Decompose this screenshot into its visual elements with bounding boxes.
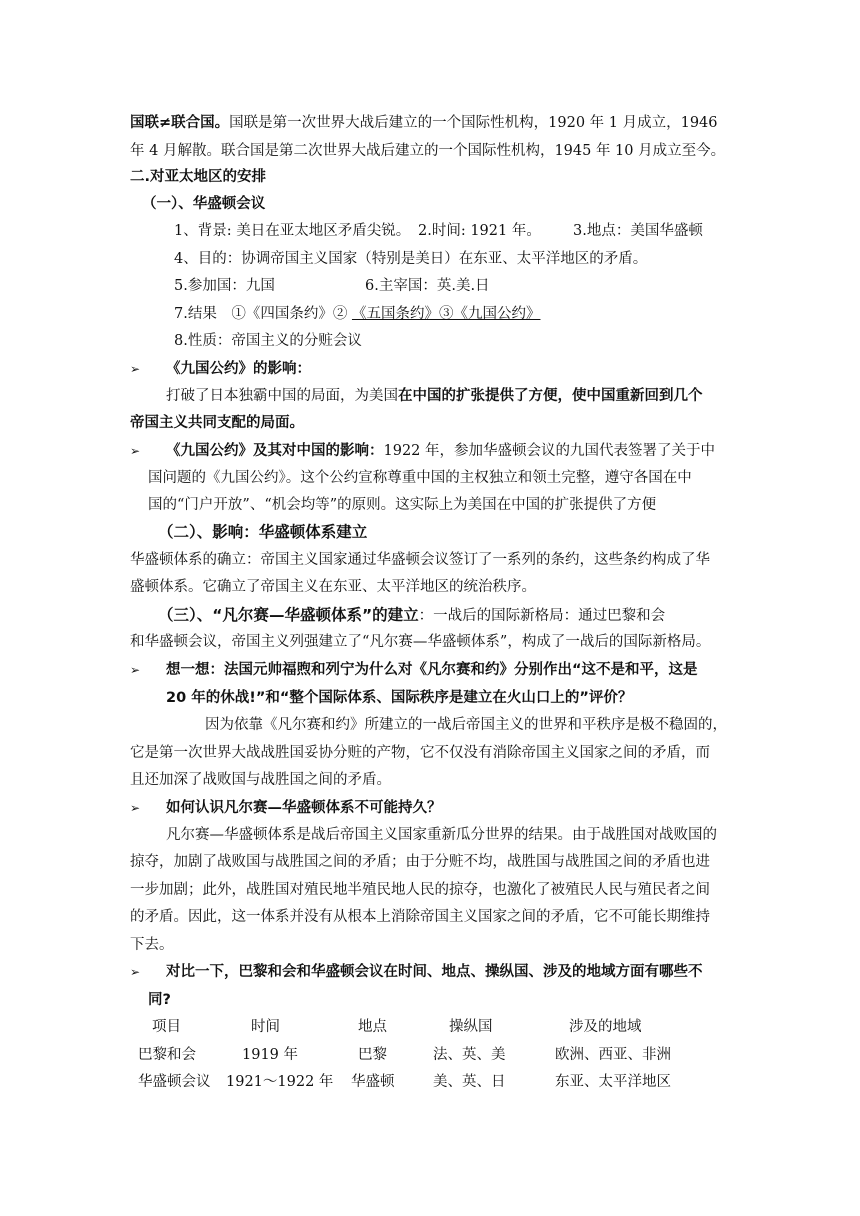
- table-cell: 1921～1922 年: [226, 1074, 334, 1090]
- answer-line: 下去。: [130, 937, 174, 953]
- answer-line: 它是第一次世界大战战胜国妥协分赃的产物，它不仅没有消除帝国主义国家之间的矛盾，而: [130, 745, 710, 761]
- table-cell: 东亚、太平洋地区: [555, 1074, 671, 1090]
- answer-line: 帝国主义共同支配的局面。: [130, 415, 304, 431]
- answer-line: 一步加剧；此外，战胜国对殖民地半殖民地人民的掠夺，也激化了被殖民人民与殖民者之间: [130, 882, 710, 898]
- wc-results: [174, 304, 544, 324]
- wc-background: 1、背景: 美日在亚太地区矛盾尖锐。: [174, 223, 411, 239]
- answer-line: 凡尔赛—华盛顿体系是战后帝国主义国家重新瓜分世界的结果。由于战胜国对战败国的: [166, 827, 717, 843]
- arrow-bullet-icon: ➢: [130, 663, 141, 677]
- paragraph-league-vs-un: [130, 113, 718, 133]
- table-header-cell: 时间: [251, 1019, 280, 1035]
- question-title: 如何认识凡尔赛—华盛顿体系不可能持久？: [166, 800, 442, 816]
- subsection-heading: （一）、华盛顿会议: [142, 196, 266, 212]
- text-line: 国问题的《九国公约》。这个公约宣称尊重中国的主权独立和领土完整，遵守各国在中: [148, 470, 692, 486]
- wc-location: 3.地点：美国华盛顿: [573, 223, 703, 239]
- result-underlined: 《五国条约》③《九国公约》: [351, 306, 541, 322]
- wc-time: 2.时间: 1921 年。: [418, 223, 541, 239]
- table-cell: 美、英、日: [433, 1074, 506, 1090]
- table-cell: 法、英、美: [433, 1047, 506, 1063]
- text: ：一战后的国际新格局：通过巴黎和会: [418, 608, 666, 624]
- question-line: 同?: [148, 992, 171, 1008]
- bold-lead: 国联≠联合国。: [130, 115, 230, 131]
- text-line: 和华盛顿会议，帝国主义列强建立了“凡尔赛—华盛顿体系”，构成了一战后的国际新格局。: [130, 634, 711, 650]
- table-cell: 华盛顿会议: [138, 1074, 211, 1090]
- answer-line: 且还加深了战败国与战胜国之间的矛盾。: [130, 772, 391, 788]
- subsection-line: [158, 605, 665, 626]
- arrow-bullet-icon: ➢: [130, 801, 141, 815]
- answer-line: 因为依靠《凡尔赛和约》所建立的一战后帝国主义的世界和平秩序是极不稳固的，: [205, 717, 727, 733]
- answer-line: 掠夺，加剧了战败国与战胜国之间的矛盾；由于分赃不均，战胜国与战胜国之间的矛盾也进: [130, 854, 710, 870]
- wc-purpose: 4、目的：协调帝国主义国家（特别是美日）在东亚、太平洋地区的矛盾。: [174, 251, 648, 267]
- question-title: 《九国公约》的影响：: [166, 361, 311, 377]
- table-cell: 巴黎和会: [138, 1047, 196, 1063]
- answer-line: 的矛盾。因此，这一体系并没有从根本上消除帝国主义国家之间的矛盾，它不可能长期维持: [130, 909, 710, 925]
- text: 1922 年，参加华盛顿会议的九国代表签署了关于中: [383, 443, 716, 459]
- result-part: 7.结果 ①《四国条约》②: [174, 306, 348, 322]
- table-header-cell: 地点: [358, 1019, 387, 1035]
- bold-title: 《九国公约》及其对中国的影响：: [166, 443, 384, 459]
- text: 国联是第一次世界大战后建立的一个国际性机构，1920 年 1 月成立，1946: [229, 115, 718, 131]
- arrow-bullet-icon: ➢: [130, 362, 141, 376]
- table-cell: 1919 年: [242, 1047, 299, 1063]
- table-header-cell: 涉及的地域: [569, 1019, 642, 1035]
- table-cell: 巴黎: [358, 1047, 387, 1063]
- table-header-cell: 操纵国: [449, 1019, 493, 1035]
- question-line: 想一想：法国元帅福煦和列宁为什么对《凡尔赛和约》分别作出“这不是和平，这是: [166, 662, 698, 678]
- table-cell: 华盛顿: [351, 1074, 395, 1090]
- wc-item: [174, 221, 410, 241]
- question-line: 20 年的休战!”和“整个国际体系、国际秩序是建立在火山口上的”评价？: [166, 690, 633, 706]
- text-line: 年 4 月解散。联合国是第二次世界大战后建立的一个国际性机构，1945 年 10 月成立至今。: [130, 143, 726, 159]
- text-line: 国的“门户开放”、“机会均等”的原则。这实际上为美国在中国的扩张提供了方便: [148, 497, 657, 513]
- arrow-bullet-icon: ➢: [130, 444, 141, 458]
- text-line: 华盛顿体系的确立：帝国主义国家通过华盛顿会议签订了一系列的条约，这些条约构成了华: [130, 552, 710, 568]
- text: 打破了日本独霸中国的局面，为美国: [166, 388, 398, 404]
- arrow-bullet-icon: ➢: [130, 965, 141, 979]
- wc-participants: 5.参加国：九国: [174, 278, 275, 294]
- question-line: 对比一下，巴黎和会和华盛顿会议在时间、地点、操纵国、涉及的地域方面有哪些不: [166, 964, 703, 980]
- wc-dominant: 6.主宰国：英.美.日: [365, 278, 490, 294]
- subsection-heading: （三）、“凡尔赛—华盛顿体系”的建立: [158, 606, 419, 624]
- answer-line: [166, 386, 703, 406]
- section-heading: 二.对亚太地区的安排: [130, 169, 267, 185]
- subsection-heading: （二）、影响：华盛顿体系建立: [158, 523, 368, 541]
- table-cell: 欧洲、西亚、非洲: [555, 1047, 671, 1063]
- question-line: [166, 441, 715, 461]
- bold-text: 在中国的扩张提供了方便，使中国重新回到几个: [398, 388, 703, 404]
- text-line: 盛顿体系。它确立了帝国主义在东亚、太平洋地区的统治秩序。: [130, 579, 536, 595]
- table-header-cell: 项目: [152, 1019, 181, 1035]
- wc-nature: 8.性质：帝国主义的分赃会议: [174, 333, 362, 349]
